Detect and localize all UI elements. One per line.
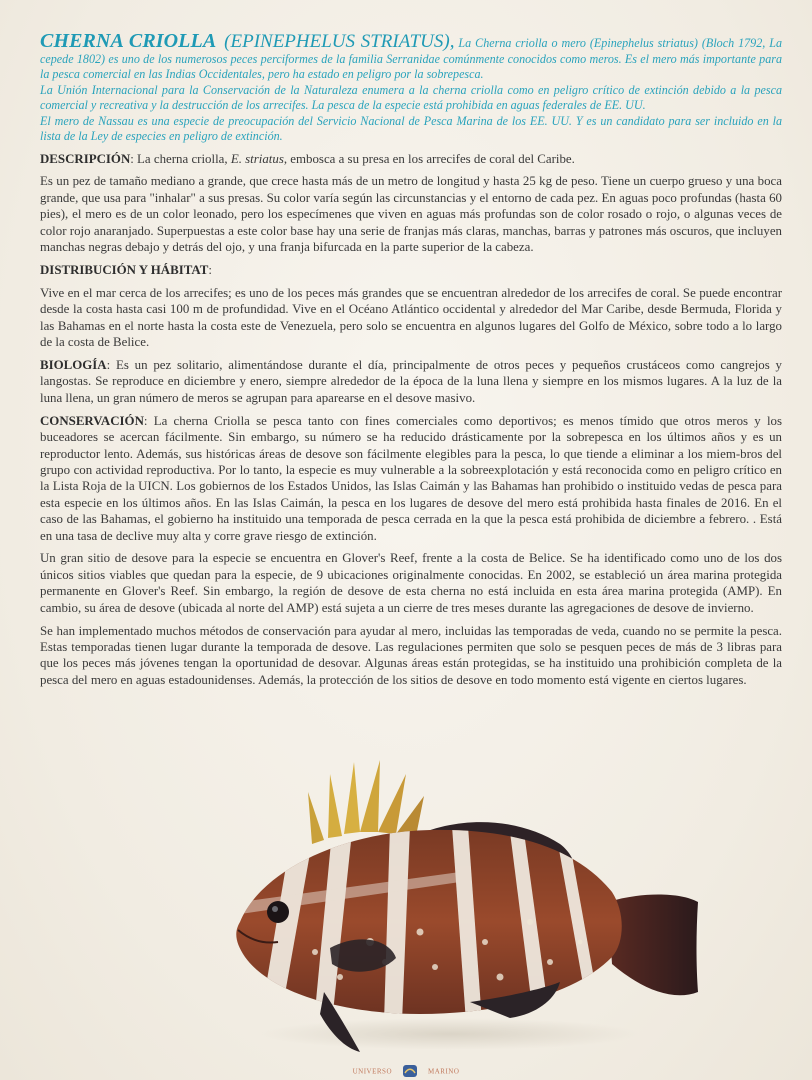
intro-text-1: La Cherna criolla o mero (Epinephelus striatus) (Bloch 1792, La cepede 1802) es uno de los numerosos peces perciformes de la familia Serranidae comúnmente conocidos como meros. Es el mero más importante para la pesca comercial en las Indias Occidentales, pero ha estado en peligro por la sobrepesca. — [40, 36, 783, 81]
description-post: , embosca a su presa en los arrecifes de coral del Caribe. — [283, 151, 575, 166]
distribution-body: Vive en el mar cerca de los arrecifes; es uno de los peces más grandes que se encuentran alrededor de los arrecifes de coral. Se puede encontrar desde la costa hasta casi 100 m de profundidad. Vive en el Océano Atlántico occidental y alrededor del Mar Caribe, desde Bermuda, Florida y las Bahamas en el norte hasta la costa este de Venezuela, pero solo se encuentra en algunos lugares del Golfo de México, sobre todo a lo largo de la costa de Belice. — [40, 285, 782, 350]
conservation-heading: CONSERVACIÓN — [40, 413, 144, 428]
intro-paragraph-3: El mero de Nassau es una especie de preocupación del Servicio Nacional de Pesca Marina de los EE. UU. Y es un candidato para ser incluido en la lista de la Ley de especies en peligro de extinción. — [40, 113, 782, 143]
scientific-name: (EPINEPHELUS STRIATUS), — [224, 31, 455, 52]
description-species: E. striatus — [230, 151, 284, 166]
biology-heading: BIOLOGÍA — [40, 357, 107, 372]
glovers-reef-paragraph: Un gran sitio de desove para la especie se encuentra en Glover's Reef, frente a la costa de Belice. Se ha identificado como uno de los dos únicos sitios viables que quedan para la especie, de 9 ubicaciones originalmente conocidas. En 2002, se estableció un área marina protegida permanente en Glover's Reef. Sin embargo, la región de desove de esta cherna no está incluida en esta área marina protegida (AMP). En cambio, su área de desove (ubicada al norte del AMP) está sujeta a un cierre de tres meses durante las agregaciones de desove de invierno. — [40, 551, 782, 615]
body-text — [40, 151, 782, 689]
biology-paragraph — [40, 357, 782, 406]
intro-paragraph-1 — [40, 30, 783, 83]
conservation-methods-paragraph: Se han implementado muchos métodos de conservación para ayudar al mero, incluidas las temporadas de veda, cuando no se permite la pesca. Estas temporadas tienen lugar durante la temporada de desove. Las regulaciones permiten que solo se pesquen peces de más de 3 libras para que los peces más jóvenes tengan la oportunidad de desovar. Algunas áreas están protegidas, se ha instituido una prohibición completa de la pesca del mero en aguas estadounidenses. Además, la protección de los sitios de desove en todo momento está vigente en ciertos lugares. — [40, 623, 782, 687]
description-intro — [40, 151, 782, 167]
biology-body: : Es un pez solitario, alimentándose durante el día, principalmente de otros peces y pequeños crustáceos como cangrejos y langostas. Se reproduce en diciembre y enero, siempre alrededor de la época de la luna llena y siempre en los mismos lugares. A la luz de la luna llena, un gran número de meros se agrupan para aparearse en el desove masivo. — [40, 357, 782, 405]
distribution-heading-line — [40, 262, 782, 278]
page-title: CHERNA CRIOLLA — [40, 30, 217, 52]
fish-image — [220, 752, 700, 1057]
footer-brand-right: MARINO — [428, 1067, 460, 1076]
description-pre: : La cherna criolla, — [130, 151, 231, 166]
universo-marino-logo-icon — [402, 1064, 418, 1078]
footer-brand-left: UNIVERSO — [352, 1067, 392, 1076]
description-body: Es un pez de tamaño mediano a grande, que crece hasta más de un metro de longitud y hasta 25 kg de peso. Tiene un cuerpo grueso y una boca grande, que usa para "inhalar" a sus presas. Su color varía según las circunstancias y el entorno de cada pez. En aguas poco profundas (hasta 60 pies), el mero es de un color leonado, pero los especímenes que viven en aguas más profundas son de color rosado o rojo, o algunas veces de color rojo anaranjado. Superpuestas a este color base hay una serie de franjas más claras, manchas, barras y patrones más oscuros, que incluyen manchas negras debajo y detrás del ojo, y una franja bifurcada en la parte superior de la cabeza. — [40, 174, 782, 255]
description-heading: DESCRIPCIÓN — [40, 151, 131, 166]
conservation-body: : La cherna Criolla se pesca tanto con fines comerciales como deportivos; es menos tímido que otros meros y los buceadores se acercan fácilmente. Sin embargo, su número se ha reducido drásticamente por la sobrepesca en los últimos años y es un reproductor lento. Además, sus históricas áreas de desove son fácilmente elegibles para la pesca, lo que tiende a eliminar a los miem-bros del grupo con actividad reproductiva. Por lo tanto, la especie es muy vulnerable a la sobreexplotación y está reconocida como en peligro crítico en la Lista Roja de la UICN. Los gobiernos de los Estados Unidos, las Islas Caimán y las Bahamas han prohibido o instituido vedas de pesca para esta especie en los últimos años. En las Islas Caimán, la pesca en los lugares de desove del mero está prohibida hasta finales de 2016. En el caso de las Bahamas, el gobierno ha instituido una temporada de pesca cerrada en la que la pesca está prohibida de diciembre a febrero. . Está en una tasa de declive muy alta y corre grave riesgo de extinción. — [40, 413, 782, 543]
distribution-colon: : — [208, 262, 212, 277]
nassau-grouper-illustration — [220, 752, 700, 1057]
article — [40, 30, 783, 695]
distribution-heading: DISTRIBUCIÓN Y HÁBITAT — [40, 262, 209, 277]
intro-block — [40, 30, 783, 145]
intro-paragraph-2: La Unión Internacional para la Conservación de la Naturaleza enumera a la cherna criolla como en peligro crítico de extinción debido a la pesca comercial y recreativa y la destrucción de los arrecifes. La pesca de la especie está prohibida en aguas federales de EE. UU. — [40, 82, 782, 112]
conservation-paragraph — [40, 413, 782, 544]
footer — [0, 1062, 812, 1080]
